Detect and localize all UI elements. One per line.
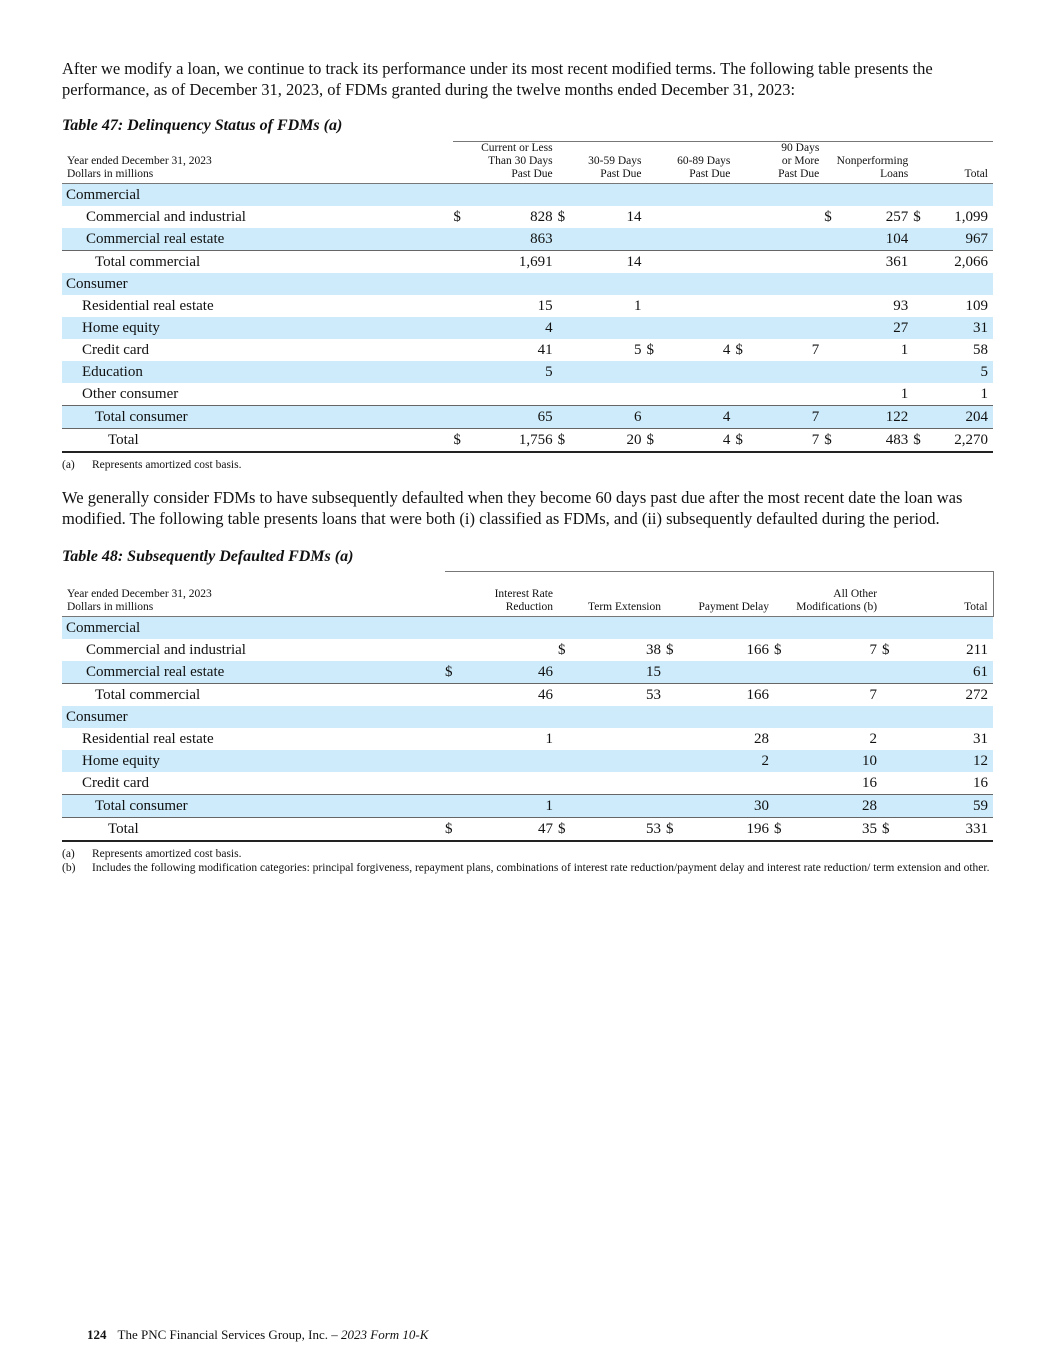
col-30-59: 30-59 Days Past Due [558,142,647,184]
table-row: Education 5 5 [62,361,993,383]
col-90-plus: 90 Days or More Past Due [735,142,824,184]
table-48-header-label: Year ended December 31, 2023 Dollars in millions [67,587,212,613]
col-total: Total [882,572,993,617]
intro-paragraph: After we modify a loan, we continue to track its performance under its most recent modified terms. The following table presents the performance, as of December 31, 2023, of FDMs granted during the twelve months ended December 31, 2023: [62,59,933,99]
table-row: Residential real estate 15 1 93 109 [82,298,988,314]
footer-company: The PNC Financial Services Group, Inc. – [117,1327,338,1342]
table-47 [62,141,993,453]
table-47-header-label: Year ended December 31, 2023 Dollars in millions [67,155,212,180]
table-row: Commercial and industrial $ 38 $ 166 $ 7 $ 211 [86,641,989,658]
table-row: Total $ 1,756 $ 20 $ 4 $ 7 $ 483 $ 2,270 [62,429,993,453]
table-row: Commercial real estate $ 46 15 61 [62,661,993,684]
col-current: Current or Less Than 30 Days Past Due [453,142,557,184]
table-row: Total commercial 46 53 166 7 272 [62,683,993,706]
table-48-footnote-b: (b) Includes the following modification categories: principal forgiveness, repayment plans, combinations of interest rate reduction/payment delay and interest rate reduction/ term extension and other. [62,861,990,874]
table-48-title: Table 48: Subsequently Defaulted FDMs (a) [62,548,354,565]
col-all-other: All Other Modifications (b) [774,572,882,617]
table-47-footnote-a: (a) Represents amortized cost basis. [62,459,242,471]
table-row: Consumer [62,706,993,728]
table-row: Commercial [62,184,993,207]
table-row: Home equity 2 10 12 [62,750,993,772]
table-row: Other consumer 1 1 [82,386,988,402]
middle-paragraph: We generally consider FDMs to have subsequently defaulted when they become 60 days past due after the most recent date the loan was modified. The following table presents loans that were both (i) classified as FDMs, and (ii) subsequently defaulted during the period. [62,488,963,528]
table-row: Credit card 16 16 [82,774,989,791]
table-row: Total consumer 65 6 4 7 122 204 [62,406,993,429]
table-47-title: Table 47: Delinquency Status of FDMs (a) [62,117,343,134]
table-row: Commercial [62,616,993,639]
table-row: Total consumer 1 30 28 59 [62,794,993,817]
col-term-extension: Term Extension [558,572,666,617]
col-total: Total [913,142,993,184]
table-48 [62,571,994,842]
table-48-header [62,572,993,617]
table-48-footnote-a: (a) Represents amortized cost basis. [62,847,242,860]
table-row: Residential real estate 1 28 2 31 [82,730,989,747]
page-number: 124 [87,1327,107,1342]
table-row: Total commercial 1,691 14 361 2,066 [62,251,993,274]
table-row: Commercial real estate 863 104 967 [62,228,993,251]
table-row: Consumer [62,273,993,295]
table-row: Commercial and industrial $ 828 $ 14 $ 257 $ 1,099 [86,209,988,225]
col-60-89: 60-89 Days Past Due [647,142,736,184]
page-footer [87,1327,428,1343]
col-nonperforming: Nonperforming Loans [824,142,913,184]
document-page [62,58,993,875]
col-payment-delay: Payment Delay [666,572,774,617]
table-row: Home equity 4 27 31 [62,317,993,339]
footer-form: 2023 Form 10-K [341,1327,429,1342]
col-interest-rate: Interest Rate Reduction [445,572,558,617]
table-row: Total $ 47 $ 53 $ 196 $ 35 $ 331 [62,817,993,841]
table-row: Credit card 41 5 $ 4 $ 7 1 58 [82,342,988,358]
table-47-header [62,142,993,184]
